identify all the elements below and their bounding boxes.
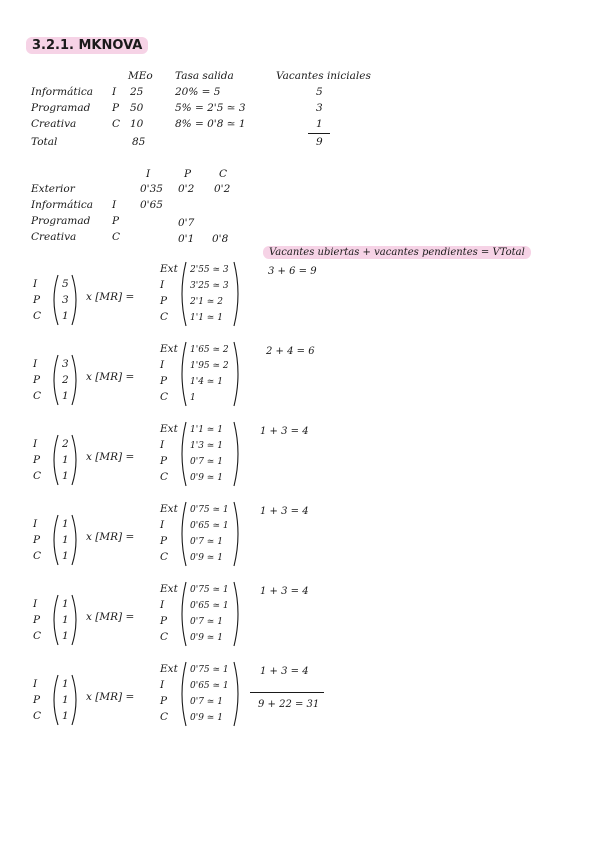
result-value: 1'3 ≃ 1 xyxy=(190,441,223,451)
vector-row-label: I xyxy=(33,598,38,610)
cell-vacantes: 1 xyxy=(316,118,323,130)
vector-value: 1 xyxy=(62,630,69,642)
cell: 0'2 xyxy=(214,183,231,195)
result-row-label: P xyxy=(160,455,168,467)
vector-row-label: P xyxy=(33,534,41,546)
row-code: C xyxy=(112,231,121,243)
row-label: Informática xyxy=(31,86,94,98)
result-row-label: P xyxy=(160,375,168,387)
cell-tasa: 8% = 0'8 ≃ 1 xyxy=(175,118,246,130)
block-sum: 1 + 3 = 4 xyxy=(260,666,309,677)
vector-row-label: P xyxy=(33,374,41,386)
vector-row-label: I xyxy=(33,438,38,450)
result-row-label: P xyxy=(160,695,168,707)
result-value: 0'9 ≃ 1 xyxy=(190,713,223,723)
result-row-label: Ext xyxy=(160,263,178,275)
col-header-i: I xyxy=(146,168,151,180)
matrix-operator: x [MR] = xyxy=(86,611,135,623)
row-label: Programad xyxy=(31,102,91,114)
right-paren xyxy=(72,674,80,726)
result-row-label: Ext xyxy=(160,503,178,515)
result-value: 0'7 ≃ 1 xyxy=(190,617,223,627)
vector-value: 1 xyxy=(62,470,69,482)
vector-value: 5 xyxy=(62,278,69,290)
result-row-label: C xyxy=(160,631,169,643)
result-row-label: C xyxy=(160,391,169,403)
cell: 0'2 xyxy=(178,183,195,195)
result-value: 0'75 ≃ 1 xyxy=(190,585,229,595)
result-row-label: I xyxy=(160,679,165,691)
vector-row-label: C xyxy=(33,390,42,402)
result-value: 0'65 ≃ 1 xyxy=(190,681,229,691)
result-value: 3'25 ≃ 3 xyxy=(190,281,229,291)
result-value: 1'65 ≃ 2 xyxy=(190,345,229,355)
result-row-label: C xyxy=(160,711,169,723)
col-header-me: MEo xyxy=(128,70,153,82)
vector-row-label: I xyxy=(33,358,38,370)
vector-row-label: P xyxy=(33,614,41,626)
right-paren xyxy=(72,354,80,406)
vector-row-label: C xyxy=(33,470,42,482)
right-paren xyxy=(72,434,80,486)
cell-me: 50 xyxy=(130,102,144,114)
row-label: Exterior xyxy=(31,183,75,195)
result-right-paren xyxy=(234,341,242,407)
result-left-paren xyxy=(178,661,186,727)
vector-row-label: P xyxy=(33,294,41,306)
cell-me: 25 xyxy=(130,86,144,98)
cell: 0'7 xyxy=(178,217,195,229)
row-code: C xyxy=(112,118,121,130)
result-row-label: I xyxy=(160,519,165,531)
result-left-paren xyxy=(178,501,186,567)
final-total: 9 + 22 = 31 xyxy=(258,699,320,710)
result-value: 1'4 ≃ 1 xyxy=(190,377,223,387)
note-highlight: Vacantes ubiertas + vacantes pendientes = VTotal xyxy=(263,246,531,259)
result-value: 2'55 ≃ 3 xyxy=(190,265,229,275)
result-left-paren xyxy=(178,261,186,327)
vector-row-label: P xyxy=(33,694,41,706)
result-right-paren xyxy=(234,661,242,727)
result-row-label: I xyxy=(160,359,165,371)
left-paren xyxy=(50,514,58,566)
result-left-paren xyxy=(178,581,186,647)
result-value: 0'75 ≃ 1 xyxy=(190,505,229,515)
cell-tasa: 5% = 2'5 ≃ 3 xyxy=(175,102,246,114)
result-value: 0'7 ≃ 1 xyxy=(190,697,223,707)
vector-row-label: C xyxy=(33,310,42,322)
result-right-paren xyxy=(234,261,242,327)
vector-value: 1 xyxy=(62,694,69,706)
vector-value: 1 xyxy=(62,518,69,530)
result-row-label: Ext xyxy=(160,423,178,435)
block-sum: 1 + 3 = 4 xyxy=(260,426,309,437)
col-header-c: C xyxy=(219,168,228,180)
result-row-label: I xyxy=(160,599,165,611)
col-header-p: P xyxy=(184,168,192,180)
final-rule xyxy=(250,692,324,693)
result-value: 0'75 ≃ 1 xyxy=(190,665,229,675)
right-paren xyxy=(72,274,80,326)
row-code: P xyxy=(112,215,120,227)
vector-value: 1 xyxy=(62,454,69,466)
vector-value: 1 xyxy=(62,550,69,562)
result-value: 0'9 ≃ 1 xyxy=(190,633,223,643)
result-value: 1'1 ≃ 1 xyxy=(190,313,223,323)
result-value: 0'7 ≃ 1 xyxy=(190,537,223,547)
vector-row-label: I xyxy=(33,518,38,530)
block-sum: 3 + 6 = 9 xyxy=(268,266,317,277)
result-value: 0'9 ≃ 1 xyxy=(190,473,223,483)
result-right-paren xyxy=(234,501,242,567)
row-label-total: Total xyxy=(31,136,58,148)
result-value: 2'1 ≃ 2 xyxy=(190,297,223,307)
vector-row-label: C xyxy=(33,710,42,722)
matrix-operator: x [MR] = xyxy=(86,531,135,543)
cell-vacantes: 3 xyxy=(316,102,323,114)
page-title: 3.2.1. MKNOVA xyxy=(26,37,148,54)
vector-value: 1 xyxy=(62,678,69,690)
result-left-paren xyxy=(178,421,186,487)
cell: 0'65 xyxy=(140,199,163,211)
left-paren xyxy=(50,434,58,486)
matrix-operator: x [MR] = xyxy=(86,451,135,463)
result-value: 0'7 ≃ 1 xyxy=(190,457,223,467)
cell-vacantes-total: 9 xyxy=(316,136,323,148)
result-value: 0'65 ≃ 1 xyxy=(190,601,229,611)
vector-row-label: C xyxy=(33,630,42,642)
result-left-paren xyxy=(178,341,186,407)
result-row-label: Ext xyxy=(160,583,178,595)
cell-tasa: 20% = 5 xyxy=(175,86,221,98)
result-row-label: C xyxy=(160,311,169,323)
block-sum: 2 + 4 = 6 xyxy=(266,346,315,357)
right-paren xyxy=(72,594,80,646)
vector-value: 1 xyxy=(62,534,69,546)
cell-me: 10 xyxy=(130,118,144,130)
vector-value: 3 xyxy=(62,294,69,306)
result-row-label: P xyxy=(160,295,168,307)
vector-value: 2 xyxy=(62,438,69,450)
vector-value: 1 xyxy=(62,710,69,722)
result-row-label: C xyxy=(160,551,169,563)
right-paren xyxy=(72,514,80,566)
vector-value: 1 xyxy=(62,390,69,402)
vector-value: 3 xyxy=(62,358,69,370)
row-code: I xyxy=(112,199,117,211)
sum-rule xyxy=(308,133,330,134)
result-value: 0'65 ≃ 1 xyxy=(190,521,229,531)
matrix-operator: x [MR] = xyxy=(86,371,135,383)
vector-value: 1 xyxy=(62,310,69,322)
left-paren xyxy=(50,594,58,646)
result-value: 1'95 ≃ 2 xyxy=(190,361,229,371)
vector-row-label: I xyxy=(33,678,38,690)
left-paren xyxy=(50,354,58,406)
left-paren xyxy=(50,274,58,326)
vector-value: 1 xyxy=(62,598,69,610)
cell-vacantes: 5 xyxy=(316,86,323,98)
row-label: Programad xyxy=(31,215,91,227)
result-row-label: C xyxy=(160,471,169,483)
matrix-operator: x [MR] = xyxy=(86,691,135,703)
result-value: 1 xyxy=(190,393,196,403)
result-row-label: Ext xyxy=(160,663,178,675)
block-sum: 1 + 3 = 4 xyxy=(260,586,309,597)
block-sum: 1 + 3 = 4 xyxy=(260,506,309,517)
row-label: Creativa xyxy=(31,118,77,130)
result-row-label: I xyxy=(160,279,165,291)
result-value: 0'9 ≃ 1 xyxy=(190,553,223,563)
left-paren xyxy=(50,674,58,726)
vector-row-label: P xyxy=(33,454,41,466)
cell: 0'8 xyxy=(212,233,229,245)
row-label: Informática xyxy=(31,199,94,211)
vector-row-label: I xyxy=(33,278,38,290)
result-row-label: P xyxy=(160,535,168,547)
result-value: 1'1 ≃ 1 xyxy=(190,425,223,435)
cell: 0'35 xyxy=(140,183,163,195)
cell: 0'1 xyxy=(178,233,195,245)
result-row-label: Ext xyxy=(160,343,178,355)
vector-row-label: C xyxy=(33,550,42,562)
cell-me-total: 85 xyxy=(132,136,146,148)
row-code: I xyxy=(112,86,117,98)
result-right-paren xyxy=(234,581,242,647)
vector-value: 1 xyxy=(62,614,69,626)
col-header-vacantes: Vacantes iniciales xyxy=(276,70,371,82)
matrix-operator: x [MR] = xyxy=(86,291,135,303)
result-row-label: I xyxy=(160,439,165,451)
vector-value: 2 xyxy=(62,374,69,386)
row-code: P xyxy=(112,102,120,114)
result-row-label: P xyxy=(160,615,168,627)
result-right-paren xyxy=(234,421,242,487)
col-header-tasa: Tasa salida xyxy=(175,70,234,82)
row-label: Creativa xyxy=(31,231,77,243)
